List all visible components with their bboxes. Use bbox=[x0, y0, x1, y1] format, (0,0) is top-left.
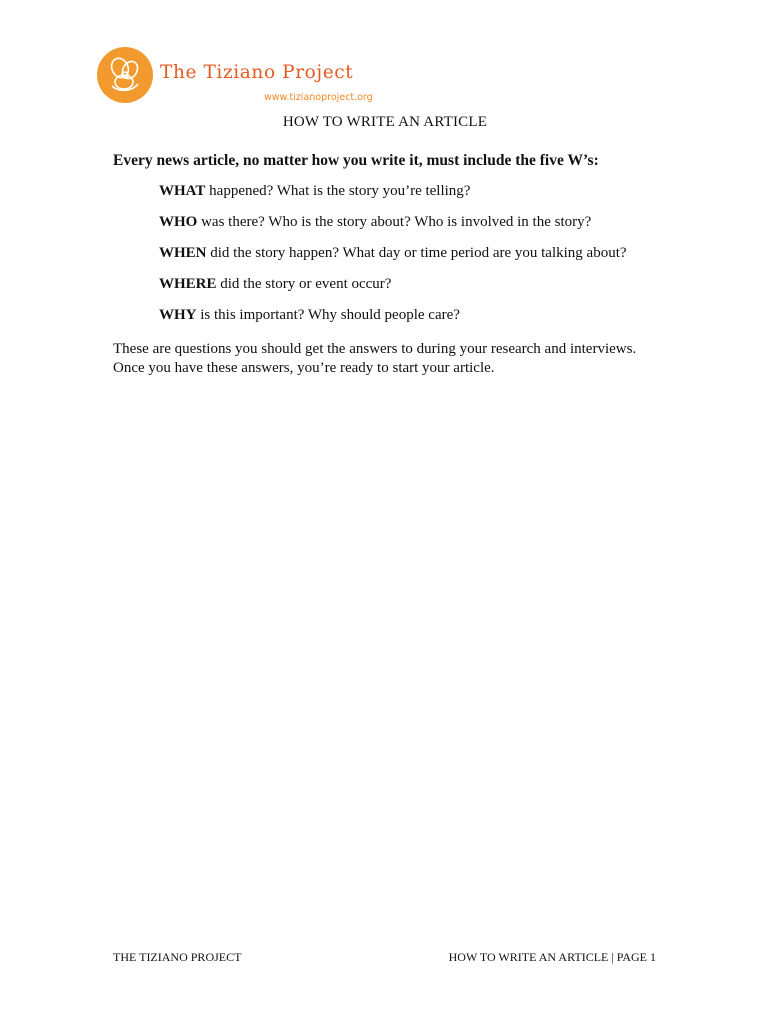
five-w-keyword: WHERE bbox=[159, 276, 217, 292]
footer-left: THE TIZIANO PROJECT bbox=[113, 950, 242, 964]
logo-url: www.tizianoproject.org bbox=[264, 92, 373, 103]
five-w-text: was there? Who is the story about? Who is involved in the story? bbox=[197, 214, 592, 230]
footer-page-label: HOW TO WRITE AN ARTICLE | PAGE 1 bbox=[448, 950, 656, 964]
five-w-text: happened? What is the story you’re telling? bbox=[205, 183, 471, 199]
five-w-keyword: WHEN bbox=[159, 245, 207, 261]
five-w-keyword: WHAT bbox=[159, 183, 206, 199]
five-w-keyword: WHY bbox=[159, 307, 197, 323]
tiziano-logo bbox=[96, 46, 386, 108]
five-w-text: is this important? Why should people care? bbox=[196, 307, 460, 323]
document-title: HOW TO WRITE AN ARTICLE bbox=[282, 114, 488, 130]
five-w-text: did the story or event occur? bbox=[216, 276, 392, 292]
five-w-item-where bbox=[159, 276, 391, 293]
intro-paragraph: Every news article, no matter how you write it, must include the five W’s: bbox=[113, 152, 599, 169]
five-w-item-when bbox=[159, 245, 627, 262]
closing-paragraph: These are questions you should get the answers to during your research and interviews. Once you have these answers, you’re ready to start your article. bbox=[113, 341, 637, 376]
five-w-item-why bbox=[159, 307, 460, 324]
five-w-text: did the story happen? What day or time period are you talking about? bbox=[206, 245, 627, 261]
tiziano-emblem-icon bbox=[96, 46, 154, 104]
logo-title: The Tiziano Project bbox=[160, 62, 354, 83]
five-w-item-who bbox=[159, 214, 591, 231]
five-w-item-what bbox=[159, 183, 470, 200]
five-w-keyword: WHO bbox=[159, 214, 198, 230]
